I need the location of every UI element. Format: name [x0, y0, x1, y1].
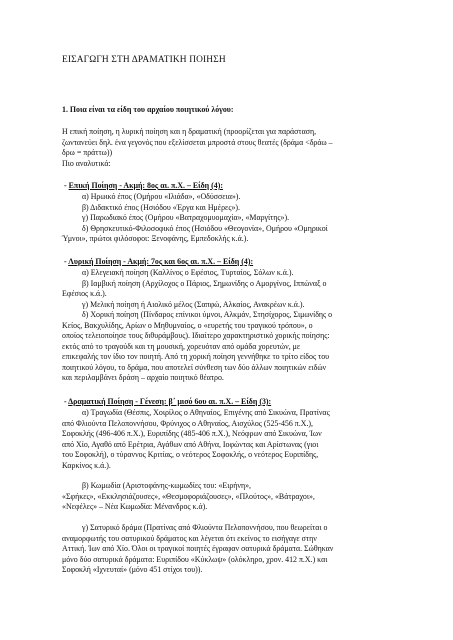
intro-line: Πιο αναλυτικά: — [62, 158, 111, 168]
tragedy-line: από Φλιούντα Πελοποννήσου, Φρύνιχος ο Αθηναίος, Αισχύλος (525-456 π.Χ.), — [62, 418, 314, 428]
epic-section-heading: - Επική Ποίηση - Ακμή: 8ος αι. π.Χ. – Είδη (4): — [64, 181, 223, 190]
drama-section-heading: - Δραματική Ποίηση - Γένεση: β΄ μισό 6ου αι. π.Χ. – Είδη (3): — [64, 397, 272, 406]
tragedy-line: από Χίο, Αγαθό από Ερέτρια, Αγάθων από Αθήνα, Ιοφώντας και Αρίστωνας (γιοι — [62, 439, 319, 449]
lyric-item: εκτός από το τραγούδι και τη μουσική, χορευόταν από ομάδα χορευτών, με — [62, 341, 301, 351]
lyric-item: και περιλαμβάνει δράση – αρχαίο ποιητικό θέατρο. — [62, 373, 224, 382]
lyric-item: α) Ελεγειακή ποίηση (Καλλίνος ο Εφέσιος, Τυρταίος, Σόλων κ.ά.). — [82, 268, 294, 277]
lyric-item: δ) Χορική ποίηση (Πίνδαρος επίνικοι ύμνοι, Αλκμάν, Στησίχορος, Σιμωνίδης ο — [82, 310, 333, 319]
tragedy-line: Καρκίνος κ.ά.). — [62, 460, 111, 470]
lyric-item: ποιητικού λόγου, το δράμα, που αποτελεί σύνθεση των δύο άλλων ποιητικών ειδών — [62, 362, 327, 372]
comedy-line: β) Κωμωδία (Αριστοφάνης-κωμωδίες του: «Ειρήνη», — [82, 481, 252, 490]
epic-item: γ) Παρωδιακό έπος (Ομήρου «Βατραχομυομαχία», «Μαργίτης»). — [82, 213, 290, 222]
lyric-item: Κείος, Βακχυλίδης, Αρίων ο Μηθυμναίος, ο «ευρετής του τραγικού τρόπου», ο — [62, 320, 313, 330]
satyr-line: Σοφοκλή «Ιχνευταί» (μόνο 451 στίχοι του)). — [62, 565, 203, 574]
tragedy-line: του Σοφοκλή), ο τύραννος Κριτίας, ο νεότερος Σοφοκλής, ο νεότερος Ευριπίδης, — [62, 450, 319, 459]
lyric-section-heading: - Λυρική Ποίηση - Ακμή: 7ος και 6ος αι. π.Χ. – Είδη (4): — [64, 257, 254, 266]
tragedy-line: α) Τραγωδία (Θέσπις, Χοιρίλος ο Αθηναίος, Επιγένης από Σικυώνα, Πρατίνας — [82, 408, 330, 417]
satyr-line: μόνο δύο σατυρικά δράματα: Ευριπίδου «Κύκλωψ» (ολόκληρο, χρον. 412 π.Χ.) και — [62, 554, 328, 564]
comedy-line: «Σφήκες», «Εκκλησιάζουσες», «Θεσμοφοριάζουσες», «Πλούτος», «Βάτραχοι», — [62, 491, 315, 501]
lyric-item: γ) Μελική ποίηση ή Αιολικό μέλος (Σαπφώ, Αλκαίος, Ανακρέων κ.ά.). — [82, 299, 305, 309]
tragedy-line: Σοφοκλής (496-406 π.Χ.), Ευριπίδης (485-406 π.Χ.), Νεόφρων από Σικυώνα, Ίων — [62, 429, 322, 438]
question-heading: 1. Ποια είναι τα είδη του αρχαίου ποιητικού λόγου: — [62, 105, 234, 114]
intro-line: δρω = πράττω)) — [62, 148, 113, 157]
page-title: ΕΙΣΑΓΩΓΗ ΣΤΗ ΔΡΑΜΑΤΙΚΗ ΠΟΙΗΣΗ — [62, 55, 226, 65]
lyric-item: επικεφαλής τον ίδιο τον ποιητή. Από τη χορική ποίηση γεννήθηκε το τρίτο είδος του — [62, 352, 330, 361]
satyr-line: αναμορφωτής του σατυρικού δράματος και λέγεται ότι εκείνος το εισήγαγε στην — [62, 533, 317, 543]
drama-heading-text: Δραματική Ποίηση - Γένεση: β΄ μισό 6ου αι. π.Χ. – Είδη (3): — [68, 397, 272, 406]
lyric-item: Εφέσιος κ.ά.). — [62, 289, 107, 298]
comedy-line: «Νεφέλες» – Νέα Κωμωδία: Μένανδρος κ.ά). — [62, 502, 208, 511]
satyr-line: Αττική. Ίων από Χίο. Όλοι οι τραγικοί ποιητές έγραφαν σατυρικά δράματα. Σώθηκαν — [62, 544, 334, 553]
epic-item: α) Ηρωικό έπος (Ομήρου «Ιλιάδα», «Οδύσσεια»). — [82, 192, 241, 201]
epic-item: δ) Θρησκευτικό-Φιλοσοφικό έπος (Ησιόδου «Θεογονία», Ομήρου «Ομηρικοί — [82, 223, 328, 233]
epic-heading-text: Επική Ποίηση - Ακμή: 8ος αι. π.Χ. – Είδη (4): — [68, 181, 223, 190]
epic-item: β) Διδακτικό έπος (Ησιόδου «Έργα και Ημέρες»). — [82, 202, 241, 212]
intro-line: ζωντανεύει δηλ. ένα γεγονός που εξελίσσεται μπροστά στους θεατές (δράμα <δράω – — [62, 137, 333, 147]
lyric-heading-text: Λυρική Ποίηση - Ακμή: 7ος και 6ος αι. π.Χ. – Είδη (4): — [68, 257, 254, 266]
intro-line: Η επική ποίηση, η λυρική ποίηση και η δραματική (προορίζεται για παράσταση, — [62, 127, 317, 136]
epic-item: Ύμνοι», πρώτοι φιλόσοφοι: Ξενοφάνης, Εμπεδοκλής κ.ά.). — [62, 234, 249, 243]
lyric-item: οποίος τελειοποίησε τους διθυράμβους). Ιδιαίτερο χαρακτηριστικό χορικής ποίησης: — [62, 331, 330, 340]
lyric-item: β) Ιαμβική ποίηση (Αρχίλοχος ο Πάριος, Σημωνίδης ο Αμοργίνος, Ιππώναξ ο — [82, 278, 327, 288]
satyr-line: γ) Σατυρικό δράμα (Πρατίνας από Φλιούντα Πελοποννήσου, που θεωρείται ο — [82, 523, 328, 532]
